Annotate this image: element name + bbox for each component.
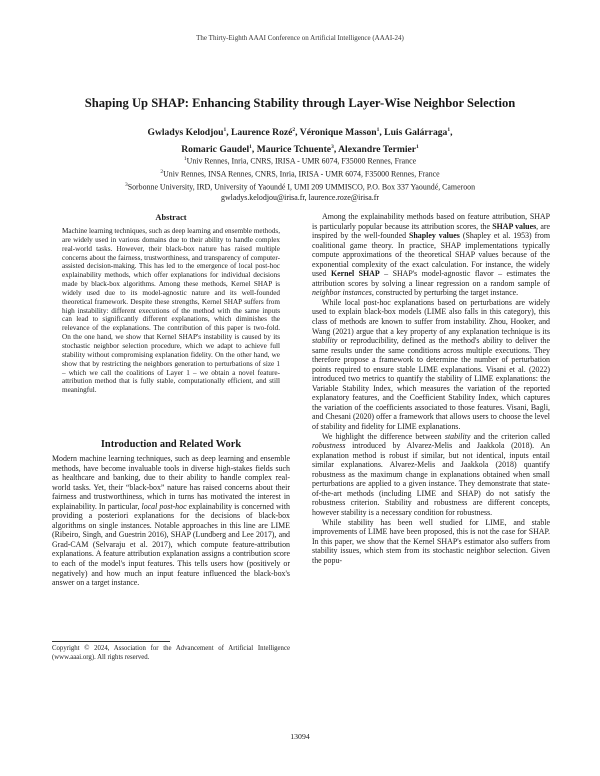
author: Véronique Masson — [299, 127, 377, 139]
affiliations — [60, 154, 540, 203]
author: Alexandre Termier — [338, 144, 417, 156]
author: Luis Galárraga — [384, 127, 448, 139]
body-paragraph: While local post-hoc explanations based on perturbations are widely used to explain black-box models (LIME also falls in this category), this class of methods are known to suffer from instability. Zhou, Hooker, and Wang (2021) argue that a key property of any explanation technique is its stability or reproducibility, defined as the method's ability to deliver the same results under the same conditions across multiple executions. They therefore propose a framework to determine the number of perturbation points required to ensure stable LIME explanations. Visani et al. (2022) introduced two metrics to quantify the stability of LIME explanations: the Variable Stability Index, which measures the variation of the reported explanatory features, and the Coefficient Stability Index, which captures the variation of the coefficients associated to those features. Visani, Bagli, and Chesani (2020) offer a framework that allows users to choose the level of stability and fidelity for LIME explanations. — [312, 297, 550, 432]
affiliation: $^2$Univ Rennes, INSA Rennes, CNRS, Inria, IRISA - UMR 6074, F35000 Rennes, France — [160, 168, 440, 179]
author-emails: gwladys.kelodjou@irisa.fr, laurence.roze@irisa.fr — [221, 192, 379, 202]
author-line-1: Gwladys Kelodjou$^1$, Laurence Rozé$^2$, Véronique Masson$^1$, Luis Galárraga$^1$, — [147, 127, 453, 139]
intro-paragraph: Modern machine learning techniques, such as deep learning and ensemble methods, have become invaluable tools in diverse high-stakes fields such as healthcare and banking, due to their ability to handle complex real-world tasks. Yet, their “black-box” nature has raised concerns about their fairness and trustworthiness, which in turns has motivated the interest in explainability. In particular, local post-hoc explainability is concerned with providing a posteriori explanations for the decisions of black-box algorithms on single instances. Notable approaches in this line are LIME (Ribeiro, Singh, and Guestrin 2016), SHAP (Lundberg and Lee 2017), and Grad-CAM (Selvaraju et al. 2017), which compute feature-attribution explanations. A feature attribution explanation assigns a contribution score to each of the model's input features. This tells users how (positively or negatively) and how much an input feature influenced the black-box's answer on a target instance. — [52, 454, 290, 588]
footnote-rule — [52, 641, 170, 642]
abstract-heading: Abstract — [155, 213, 187, 222]
author-line-2: Romaric Gaudel$^1$, Maurice Tchuente$^3$, Alexandre Termier$^1$ — [181, 144, 419, 156]
body-paragraph: While stability has been well studied for LIME, and stable improvements of LIME have been proposed, this is not the case for SHAP. In this paper, we show that the Kernel SHAP's estimator also suffers from stability issues, which stem from its stochastic neighbor selection. Given the popu- — [312, 517, 550, 565]
page-number: 13094 — [290, 732, 310, 741]
author: Gwladys Kelodjou — [147, 127, 224, 139]
copyright-notice: Copyright © 2024, Association for the Advancement of Artificial Intelligence (www.aaai.org). All rights reserved. — [52, 645, 290, 661]
author-list — [60, 123, 540, 157]
affiliation: $^1$Univ Rennes, Inria, CNRS, IRISA - UMR 6074, F35000 Rennes, France — [183, 156, 417, 166]
body-paragraph: Among the explainability methods based on feature attribution, SHAP is particularly popular because its attribution scores, the SHAP values, are inspired by the well-founded Shapley values (Shapley et al. 1953) from coalitional game theory. In practice, SHAP implementations typically compute approximations of the theoretical SHAP values because of the exponential complexity of the exact calculation. For instance, the widely used Kernel SHAP – SHAP's model-agnostic flavor – estimates the attribution scores by solving a linear regression on a random sample of neighbor instances, constructed by perturbing the target instance. — [312, 212, 551, 298]
author: Romaric Gaudel — [181, 144, 250, 156]
body-paragraph: We highlight the difference between stability and the criterion called robustness introduced by Alvarez-Melis and Jaakkola (2018). An explanation method is robust if similar, but not identical, inputs entail similar explanations. Alvarez-Melis and Jaakkola (2018) quantify robustness as the maximum change in explanations obtained when small perturbations are applied to a given instance. They demonstrate that state-of-the-art methods (including LIME and SHAP) do not satisfy the robustness criterion. Stability and robustness are different concepts, however stability is a necessary condition for robustness. — [312, 431, 550, 517]
author: Maurice Tchuente — [256, 144, 332, 156]
right-column — [312, 212, 550, 565]
paper-title: Shaping Up SHAP: Enhancing Stability through Layer-Wise Neighbor Selection — [84, 96, 516, 110]
section-heading-introduction: Introduction and Related Work — [100, 439, 242, 450]
affiliation: $^3$Sorbonne University, IRD, University of Yaoundé I, UMI 209 UMMISCO, P.O. Box 337 Yaoundé, Cameroon — [124, 181, 476, 192]
abstract-text: Machine learning techniques, such as deep learning and ensemble methods, are widely used in various domains due to their ability to handle complex real-world tasks. However, their black-box nature has raised multiple concerns about the fairness, trustworthiness, and transparency of computer-assisted decision-making. This has led to the emergence of local post-hoc explainability methods, which offer explanations for individual decisions made by black-box algorithms. Among these methods, Kernel SHAP is widely used due to its model-agnostic nature and its well-founded theoretical framework. Despite these strengths, Kernel SHAP suffers from high instability: different executions of the method with the same inputs can lead to significantly different explanations, which diminishes the relevance of the explanations. The contribution of this paper is two-fold. On the one hand, we show that Kernel SHAP's instability is caused by its stochastic neighbor selection procedure, which we adapt to achieve full stability without compromising explanation fidelity. On the other hand, we show that by restricting the neighbors generation to perturbations of size 1 – which we call the coalitions of Layer 1 – we obtain a novel feature-attribution method that is fully stable, computationally efficient, and still meaningful. — [62, 227, 280, 395]
conference-header: The Thirty-Eighth AAAI Conference on Artificial Intelligence (AAAI-24) — [196, 34, 404, 42]
author: Laurence Rozé — [231, 127, 293, 139]
